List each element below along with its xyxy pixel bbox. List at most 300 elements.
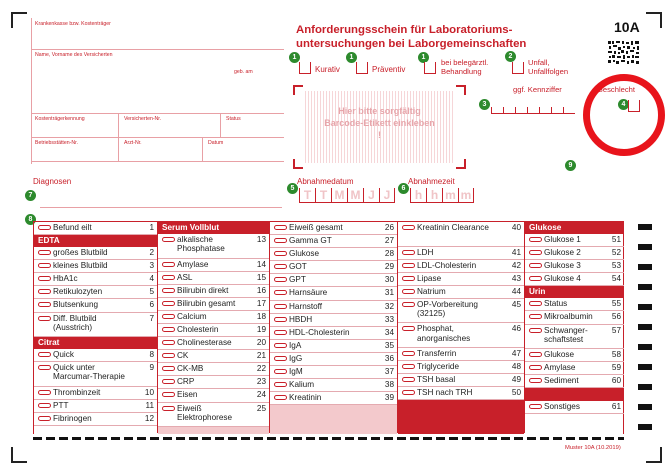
marker-7: 7 [25,190,36,201]
edge-dash [638,364,652,370]
test-row[interactable] [158,234,269,259]
test-label: Amylase [544,363,576,373]
test-row[interactable] [270,392,397,405]
test-checkbox[interactable] [274,343,287,348]
marker-1b: 1 [346,52,357,63]
test-row[interactable] [270,235,397,248]
test-row[interactable] [270,327,397,340]
test-label: Quick unter Marcumar-Therapie [53,363,125,382]
test-checkbox[interactable] [38,416,51,421]
test-label: Bilirubin direkt [177,285,229,295]
unfall-label: Unfall, Unfallfolgen [528,58,569,76]
test-label: CK-MB [177,364,204,374]
column-2 [158,222,269,434]
test-number: 53 [611,261,621,271]
test-row[interactable] [158,403,269,428]
test-label: TSH basal [417,375,456,385]
test-checkbox[interactable] [38,352,51,357]
test-checkbox[interactable] [162,379,175,384]
section-header: Glukose [525,222,624,234]
test-row[interactable] [34,413,157,426]
test-checkbox[interactable] [402,364,415,369]
abnahmedatum-label: Abnahmedatum [297,177,354,186]
test-number: 26 [384,223,394,232]
test-label: GPT [289,275,306,285]
betriebsstaetten-nr-label: Betriebsstätten-Nr. [35,140,78,146]
diagnosen-label: Diagnosen [33,177,72,186]
test-number: 54 [611,274,621,284]
test-checkbox[interactable] [38,302,51,307]
test-label: Amylase [177,259,209,269]
test-number: 11 [145,400,154,410]
test-label: Kreatinin Clearance [417,223,489,232]
test-row[interactable] [398,348,524,361]
test-row[interactable] [525,375,624,388]
test-checkbox[interactable] [162,406,175,411]
test-number: 22 [256,364,266,374]
test-number: 35 [384,340,394,350]
test-label: Befund eilt [53,223,92,232]
test-label: HBDH [289,314,313,324]
test-checkbox[interactable] [529,250,542,255]
test-number: 56 [611,312,621,322]
blank-cell [525,388,624,401]
test-label: CRP [177,377,195,387]
test-row[interactable] [525,247,624,260]
test-label: CK [177,351,189,361]
test-label: Sonstiges [544,402,580,412]
test-checkbox[interactable] [529,328,542,333]
test-checkbox[interactable] [529,301,542,306]
test-number: 37 [384,367,394,377]
test-label: Kreatinin [289,393,322,403]
test-number: 46 [511,324,521,334]
diagnosen-field[interactable] [40,207,282,208]
datum-label: Datum [208,140,224,146]
test-label: Retikulozyten [53,287,103,297]
test-number: 2 [149,248,154,258]
test-number: 36 [384,353,394,363]
edge-dash [638,264,652,270]
test-number: 30 [384,275,394,285]
test-label: IgM [289,367,303,377]
test-row[interactable] [34,387,157,400]
test-label: Glukose 2 [544,248,581,258]
test-row[interactable] [398,299,524,324]
test-label: Diff. Blutbild (Ausstrich) [53,313,97,332]
praeventiv-checkbox[interactable] [356,62,368,74]
test-label: Glukose 3 [544,261,581,271]
test-checkbox[interactable] [402,276,415,281]
test-row[interactable] [34,349,157,362]
test-label: LDH [417,247,434,257]
test-row[interactable] [158,337,269,350]
test-checkbox[interactable] [529,352,542,357]
test-label: Fibrinogen [53,413,92,423]
barcode-area[interactable] [293,85,466,169]
section-header: Urin [525,286,624,298]
test-label: IgA [289,340,302,350]
test-row[interactable] [34,400,157,413]
edge-dash [638,324,652,330]
form-title-line2: untersuchungen bei Laborgemeinschaften [296,38,527,50]
test-label: Harnsäure [289,288,328,298]
kennziffer-field[interactable] [491,101,575,114]
test-row[interactable] [270,274,397,287]
abnahmezeit-label: Abnahmezeit [408,177,455,186]
test-number: 3 [149,261,154,271]
test-number: 23 [256,377,266,387]
blank-cell [270,405,397,434]
test-number: 32 [384,301,394,311]
test-number: 48 [511,361,521,371]
kostentraeger-label: Krankenkasse bzw. Kostenträger [35,21,111,27]
test-row[interactable] [270,261,397,274]
test-checkbox[interactable] [162,275,175,280]
test-label: IgG [289,353,303,363]
test-checkbox[interactable] [529,378,542,383]
test-checkbox[interactable] [529,365,542,370]
test-checkbox[interactable] [274,395,287,400]
test-row[interactable] [270,248,397,261]
test-checkbox[interactable] [38,289,51,294]
test-checkbox[interactable] [274,238,287,243]
test-row[interactable] [158,363,269,376]
geb-label: geb. am [234,69,253,75]
test-number: 41 [511,247,521,257]
test-label: Cholinesterase [177,338,232,348]
form-version: Muster 10A (10.2019) [565,445,621,451]
test-label: Status [544,299,568,309]
column-5 [525,222,624,414]
test-row[interactable] [34,247,157,260]
marker-2: 2 [505,51,516,62]
marker-3: 3 [479,99,490,110]
kostentraegerkennung-label: Kostenträgerkennung [35,116,85,122]
test-row[interactable] [34,260,157,273]
test-row[interactable] [398,361,524,374]
test-checkbox[interactable] [162,392,175,397]
test-checkbox[interactable] [162,262,175,267]
test-checkbox[interactable] [402,390,415,395]
test-number: 7 [149,313,154,323]
test-checkbox[interactable] [162,327,175,332]
test-row[interactable] [158,324,269,337]
bottom-dashed-line [33,437,624,440]
test-checkbox[interactable] [162,288,175,293]
test-number: 28 [384,249,394,259]
test-row[interactable] [398,374,524,387]
test-label: HDL-Cholesterin [289,327,350,337]
test-checkbox[interactable] [38,365,51,370]
test-number: 58 [611,350,621,360]
highlight-circle [583,74,665,156]
test-checkbox[interactable] [529,263,542,268]
test-checkbox[interactable] [274,264,287,269]
test-label: Glukose [544,350,575,360]
test-number: 12 [144,413,154,423]
test-row[interactable] [158,311,269,324]
belegaerztl-checkbox[interactable] [424,62,436,74]
test-row[interactable] [398,247,524,260]
test-checkbox[interactable] [402,377,415,382]
test-label: Bilirubin gesamt [177,298,236,308]
marker-1a: 1 [289,52,300,63]
test-number: 24 [256,390,266,400]
test-checkbox[interactable] [274,277,287,282]
qr-code-icon [606,39,642,67]
test-number: 51 [611,235,621,244]
test-label: Eisen [177,390,198,400]
test-checkbox[interactable] [529,314,542,319]
edge-dash [638,284,652,290]
test-label: HbA1c [53,274,78,284]
test-checkbox[interactable] [274,356,287,361]
test-number: 21 [256,351,266,361]
test-checkbox[interactable] [529,237,542,242]
status-label: Status [226,116,241,122]
test-label: Glukose 1 [544,235,581,244]
marker-6: 6 [398,183,409,194]
test-label: Harnstoff [289,301,323,311]
test-row[interactable] [34,286,157,299]
test-checkbox[interactable] [38,276,51,281]
versicherten-nr-label: Versicherten-Nr. [124,116,162,122]
test-label: PTT [53,400,69,410]
test-checkbox[interactable] [162,314,175,319]
test-checkbox[interactable] [162,237,175,242]
test-checkbox[interactable] [274,382,287,387]
corner-mark-br [646,447,662,463]
edge-dash [638,224,652,230]
test-checkbox[interactable] [274,225,287,230]
corner-mark-tr [646,12,662,28]
test-number: 34 [384,327,394,337]
edge-dash [638,404,652,410]
test-number: 33 [384,314,394,324]
test-number: 59 [611,363,621,373]
test-row[interactable] [525,349,624,362]
test-number: 57 [611,325,621,335]
test-row[interactable] [34,222,157,235]
test-number: 60 [611,376,621,386]
section-header: Serum Vollblut [158,222,269,234]
test-number: 45 [511,299,521,309]
test-label: GOT [289,262,307,272]
test-row[interactable] [158,298,269,311]
test-row[interactable] [525,273,624,286]
test-checkbox[interactable] [402,326,415,331]
test-label: Blutsenkung [53,300,99,310]
test-row[interactable] [398,387,524,400]
test-row[interactable] [525,401,624,414]
blank-cell [158,427,269,434]
test-label: Schwanger-schaftstest [544,325,588,344]
test-row[interactable] [158,350,269,363]
test-number: 29 [384,262,394,272]
test-label: Kalium [289,380,315,390]
marker-1c: 1 [418,52,429,63]
test-checkbox[interactable] [274,251,287,256]
test-label: TSH nach TRH [417,388,473,398]
test-row[interactable] [398,273,524,286]
test-number: 1 [149,223,154,232]
test-row[interactable] [270,222,397,235]
test-number: 10 [144,387,154,397]
test-number: 47 [511,348,521,358]
test-label: ASL [177,272,193,282]
test-checkbox[interactable] [38,403,51,408]
test-row[interactable] [525,362,624,375]
test-row[interactable] [525,298,624,311]
corner-mark-tl [11,12,27,28]
test-number: 27 [384,236,394,246]
praeventiv-label: Präventiv [372,65,406,74]
test-row[interactable] [158,259,269,272]
test-number: 38 [384,380,394,390]
test-number: 50 [511,388,521,398]
test-checkbox[interactable] [274,317,287,322]
test-checkbox[interactable] [402,351,415,356]
test-label: Quick [53,350,74,360]
test-label: Eiweiß Elektrophorese [177,403,233,422]
test-number: 19 [256,324,266,334]
test-row[interactable] [270,340,397,353]
edge-dash [638,384,652,390]
test-number: 14 [256,259,266,269]
test-checkbox[interactable] [274,304,287,309]
test-checkbox[interactable] [38,263,51,268]
test-checkbox[interactable] [402,302,415,307]
test-checkbox[interactable] [529,404,542,409]
test-checkbox[interactable] [402,263,415,268]
test-row[interactable] [158,272,269,285]
test-row[interactable] [270,314,397,327]
marker-9: 9 [565,160,576,171]
test-row[interactable] [34,273,157,286]
test-row[interactable] [34,299,157,312]
test-checkbox[interactable] [529,276,542,281]
test-checkbox[interactable] [162,301,175,306]
test-row[interactable] [525,234,624,247]
abnahmedatum-field[interactable]: T T M M J J [299,188,395,203]
test-label: kleines Blutbild [53,261,108,271]
test-row[interactable] [270,379,397,392]
test-number: 6 [149,300,154,310]
test-number: 55 [611,299,621,309]
test-number: 17 [256,298,266,308]
test-checkbox[interactable] [402,289,415,294]
barcode-hint: Hier bitte sorgfältig Barcode-Etikett einkleben ! [324,106,435,140]
test-row[interactable] [158,389,269,402]
test-label: Mikroalbumin [544,312,593,322]
test-label: Gamma GT [289,236,332,246]
test-number: 9 [149,363,154,373]
column-1 [34,222,157,426]
kurativ-checkbox[interactable] [299,62,311,74]
test-row[interactable] [525,325,624,350]
test-row[interactable] [398,260,524,273]
test-row[interactable] [158,376,269,389]
test-checkbox[interactable] [162,366,175,371]
test-number: 20 [256,338,266,348]
test-checkbox[interactable] [274,369,287,374]
test-label: Transferrin [417,348,457,358]
test-row[interactable] [270,366,397,379]
insurance-block [31,18,283,164]
column-3 [270,222,397,434]
corner-mark-bl [11,447,27,463]
test-checkbox[interactable] [38,316,51,321]
test-number: 16 [256,285,266,295]
test-checkbox[interactable] [162,340,175,345]
edge-dash [638,244,652,250]
abnahmezeit-field[interactable]: h h m m [410,188,474,203]
section-header: EDTA [34,235,157,247]
edge-dash [638,304,652,310]
test-label: Natrium [417,286,446,296]
test-row[interactable] [270,301,397,314]
test-checkbox[interactable] [38,390,51,395]
test-row[interactable] [398,323,524,348]
test-row[interactable] [34,313,157,338]
test-label: großes Blutbild [53,248,108,258]
versicherter-name-label: Name, Vorname des Versicherten [35,52,113,58]
test-row[interactable] [525,311,624,324]
test-number: 44 [511,286,521,296]
test-row[interactable] [270,287,397,300]
test-number: 13 [256,235,266,244]
test-number: 31 [384,288,394,298]
test-row[interactable] [525,260,624,273]
test-label: Glukose 4 [544,274,581,284]
form-title-line1: Anforderungsschein für Laboratoriums- [296,24,513,36]
test-label: LDL-Cholesterin [417,260,477,270]
test-row[interactable] [398,222,524,247]
belegaerztl-label: bei belegärztl. Behandlung [441,58,489,76]
test-row[interactable] [270,353,397,366]
test-row[interactable] [398,286,524,299]
form-title [296,23,526,51]
test-checkbox[interactable] [162,353,175,358]
unfall-checkbox[interactable] [512,62,524,74]
test-number: 15 [256,272,266,282]
test-checkbox[interactable] [402,250,415,255]
test-row[interactable] [158,285,269,298]
test-number: 39 [384,393,394,403]
edge-dash [638,344,652,350]
test-checkbox[interactable] [38,225,51,230]
test-label: Sediment [544,376,579,386]
test-label: Calcium [177,311,207,321]
section-header: Citrat [34,337,157,349]
blank-cell [398,400,524,434]
marker-5: 5 [287,183,298,194]
test-number: 52 [611,248,621,258]
test-number: 42 [511,260,521,270]
test-label: Thrombinzeit [53,387,101,397]
form-number: 10A [614,19,640,35]
test-checkbox[interactable] [402,225,415,230]
test-checkbox[interactable] [38,250,51,255]
marker-8: 8 [25,214,36,225]
test-label: Eiweiß gesamt [289,223,343,232]
test-row[interactable] [34,362,157,387]
test-checkbox[interactable] [274,290,287,295]
test-number: 18 [256,311,266,321]
test-label: Phosphat, anorganisches [417,324,471,343]
test-checkbox[interactable] [274,330,287,335]
